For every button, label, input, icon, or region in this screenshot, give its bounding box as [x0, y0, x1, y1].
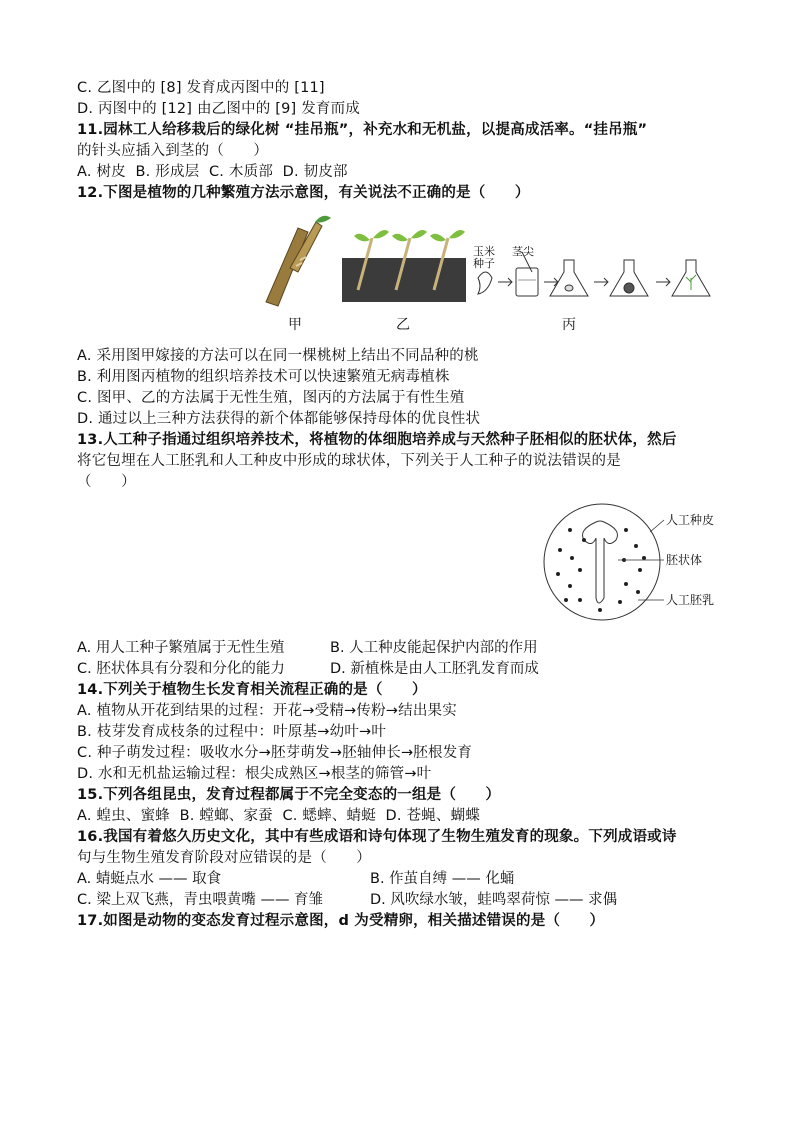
propagation-methods-illustration [260, 210, 740, 340]
q14-option-a: A. 植物从开花到结果的过程：开花→受精→传粉→结出果实 [77, 703, 457, 719]
q15-options: A. 蝗虫、蜜蜂 B. 螳螂、家蚕 C. 蟋蟀、蜻蜓 D. 苍蝇、蝴蝶 [77, 808, 481, 824]
q13-option-b: B. 人工种皮能起保护内部的作用 [330, 640, 538, 656]
q14-option-d: D. 水和无机盐运输过程：根尖成熟区→根茎的筛管→叶 [77, 766, 432, 782]
q12-option-c: C. 图甲、乙的方法属于无性生殖，图丙的方法属于有性生殖 [77, 390, 465, 406]
q14-option-c: C. 种子萌发过程：吸收水分→胚芽萌发→胚轴伸长→胚根发育 [77, 745, 473, 761]
corn-seed-label-line2: 种子 [473, 257, 495, 270]
q11-stem-line2: 的针头应插入到茎的（ ） [77, 143, 269, 159]
q11-stem-line1: 11.园林工人给移栽后的绿化树 “挂吊瓶”，补充水和无机盐，以提高成活率。“挂吊瓶” [77, 122, 648, 138]
q12-figure [260, 210, 740, 340]
cutting-illustration [342, 230, 466, 302]
q13-stem-line3: （ ） [77, 474, 136, 490]
q16-option-a: A. 蜻蜓点水 —— 取食 [77, 871, 222, 887]
q14-stem: 14.下列关于植物生长发育相关流程正确的是（ ） [77, 682, 427, 698]
figure-label-bing: 丙 [562, 317, 576, 333]
figure-label-yi: 乙 [396, 317, 410, 333]
q16-stem-line1: 16.我国有着悠久历史文化，其中有些成语和诗句体现了生物生殖发育的现象。下列成语或诗 [77, 829, 677, 845]
stem-tip-label: 茎尖 [512, 245, 534, 258]
q12-stem: 12.下图是植物的几种繁殖方法示意图，有关说法不正确的是（ ） [77, 185, 530, 201]
q16-option-c: C. 梁上双飞燕，青虫喂黄嘴 —— 育雏 [77, 892, 324, 908]
q17-stem: 17.如图是动物的变态发育过程示意图，d 为受精卵，相关描述错误的是（ ） [77, 913, 605, 929]
q12-option-a: A. 采用图甲嫁接的方法可以在同一棵桃树上结出不同品种的桃 [77, 348, 479, 364]
q16-option-b: B. 作茧自缚 —— 化蛹 [370, 871, 515, 887]
q13-option-a: A. 用人工种子繁殖属于无性生殖 [77, 640, 285, 656]
q13-stem-line2: 将它包埋在人工胚乳和人工种皮中形成的球状体，下列关于人工种子的说法错误的是 [77, 453, 621, 469]
artificial-seed-coat-label: 人工种皮 [666, 513, 715, 527]
q16-option-d: D. 风吹绿水皱，蛙鸣翠荷惊 —— 求偶 [370, 892, 618, 908]
q13-option-c: C. 胚状体具有分裂和分化的能力 [77, 661, 285, 677]
q14-option-b: B. 枝芽发育成枝条的过程中：叶原基→幼叶→叶 [77, 724, 387, 740]
tissue-culture-illustration [478, 252, 710, 296]
q15-stem: 15.下列各组昆虫，发育过程都属于不完全变态的一组是（ ） [77, 787, 501, 803]
artificial-endosperm-label: 人工胚乳 [666, 593, 715, 607]
q12-option-b: B. 利用图丙植物的组织培养技术可以快速繁殖无病毒植株 [77, 369, 450, 385]
artificial-seed-figure [540, 500, 740, 630]
q13-option-d: D. 新植株是由人工胚乳发育而成 [330, 661, 539, 677]
grafting-illustration [266, 216, 331, 306]
q10-option-d: D. 丙图中的 [12] 由乙图中的 [9] 发育而成 [77, 101, 361, 117]
q12-option-d: D. 通过以上三种方法获得的新个体都能够保持母体的优良性状 [77, 411, 481, 427]
corn-seed-label-line1: 玉米 [473, 245, 495, 258]
q11-options: A. 树皮 B. 形成层 C. 木质部 D. 韧皮部 [77, 164, 348, 180]
q10-option-c: C. 乙图中的 [8] 发育成丙图中的 [11] [77, 80, 325, 96]
q13-stem-line1: 13.人工种子指通过组织培养技术，将植物的体细胞培养成与天然种子胚相似的胚状体，然后 [77, 432, 677, 448]
q16-stem-line2: 句与生物生殖发育阶段对应错误的是（ ） [77, 850, 371, 866]
embryoid-label: 胚状体 [666, 553, 703, 567]
figure-label-jia: 甲 [288, 317, 302, 333]
